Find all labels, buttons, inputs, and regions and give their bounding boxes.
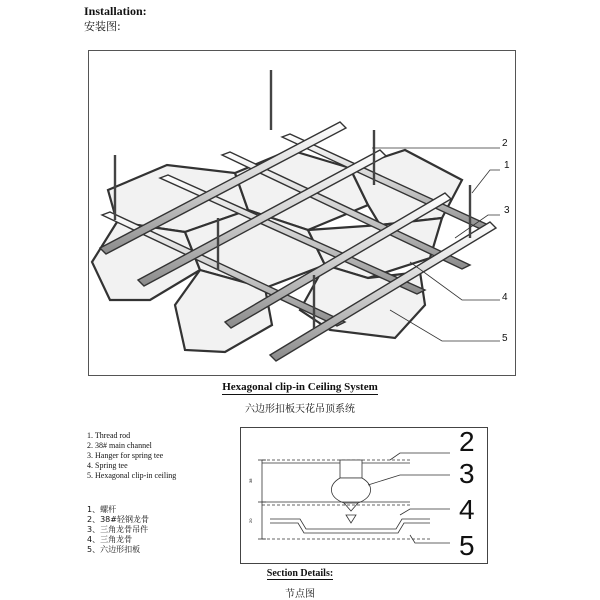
legend-item: 3. Hanger for spring tee bbox=[87, 451, 164, 460]
section-callout-4: 4 bbox=[459, 494, 475, 525]
callout-2: 2 bbox=[502, 138, 508, 149]
diagram-caption-zh: 六边形扣板天花吊顶系统 bbox=[245, 404, 355, 415]
section-details-title-zh: 节点图 bbox=[285, 589, 315, 600]
callout-3: 3 bbox=[504, 205, 510, 216]
installation-heading-zh: 安装图: bbox=[84, 20, 121, 33]
dimension-38: 38 bbox=[248, 478, 253, 483]
legend-item: 1、螺杆 bbox=[87, 505, 117, 514]
dimension-20: 20 bbox=[248, 518, 253, 523]
legend-item: 3、三角龙骨吊件 bbox=[87, 525, 149, 534]
legend-item: 5、六边形扣板 bbox=[87, 545, 141, 554]
callout-4: 4 bbox=[502, 292, 508, 303]
section-details-title: Section Details: bbox=[266, 568, 334, 579]
section-callout-2: 2 bbox=[459, 426, 475, 457]
callout-1: 1 bbox=[504, 160, 510, 171]
legend-item: 5. Hexagonal clip-in ceiling bbox=[87, 471, 177, 480]
diagram-caption: Hexagonal clip-in Ceiling System bbox=[222, 381, 378, 393]
section-callout-5: 5 bbox=[459, 530, 475, 561]
installation-heading: Installation: bbox=[84, 4, 147, 18]
callout-5: 5 bbox=[502, 333, 508, 344]
section-callout-3: 3 bbox=[459, 458, 475, 489]
legend-item: 2、38#轻钢龙骨 bbox=[87, 515, 149, 524]
legend-item: 2. 38# main channel bbox=[87, 441, 152, 450]
legend-item: 4. Spring tee bbox=[87, 461, 128, 470]
section-drawing bbox=[240, 427, 488, 564]
legend-chinese bbox=[87, 505, 149, 555]
legend-item: 4、三角龙骨 bbox=[87, 535, 133, 544]
legend-item: 1. Thread rod bbox=[87, 431, 131, 440]
legend-english bbox=[87, 431, 176, 481]
